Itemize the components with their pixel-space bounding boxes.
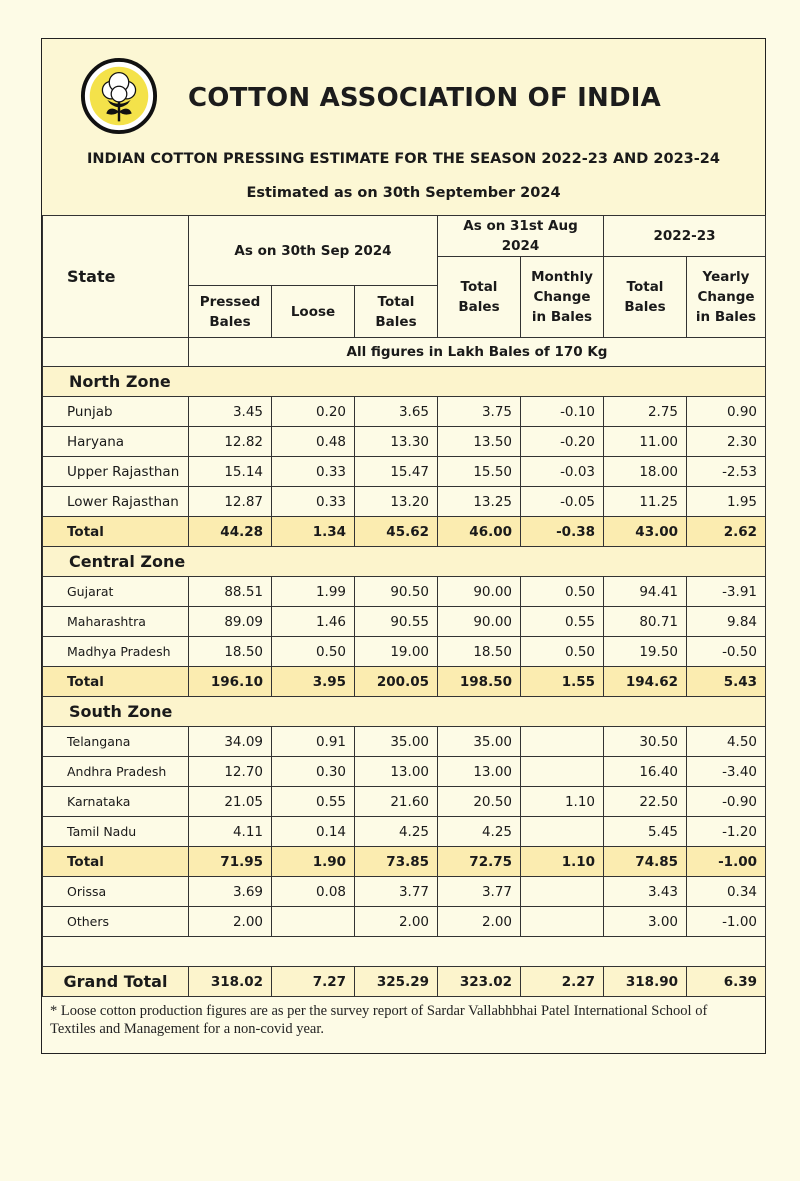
row-label: Orissa — [43, 877, 189, 907]
cell-value: 90.55 — [355, 607, 438, 637]
cell-value — [521, 757, 604, 787]
cell-value: 2.27 — [521, 967, 604, 997]
row-label: Lower Rajasthan — [43, 487, 189, 517]
cell-value: 0.33 — [272, 487, 355, 517]
cell-value: 9.84 — [687, 607, 766, 637]
cell-value: 21.60 — [355, 787, 438, 817]
state-row — [43, 787, 766, 817]
zone-name: Central Zone — [43, 547, 766, 577]
cell-value: 3.65 — [355, 397, 438, 427]
cell-value: 0.55 — [521, 607, 604, 637]
cell-value: 44.28 — [189, 517, 272, 547]
cell-value: 13.25 — [438, 487, 521, 517]
cell-value: 0.08 — [272, 877, 355, 907]
cell-value: 74.85 — [604, 847, 687, 877]
cell-value: 3.45 — [189, 397, 272, 427]
cell-value: 194.62 — [604, 667, 687, 697]
cell-value: 200.05 — [355, 667, 438, 697]
header-group-prev: 2022-23 — [604, 216, 766, 257]
header-group-aug: As on 31st Aug 2024 — [438, 216, 604, 257]
cell-value: 3.77 — [438, 877, 521, 907]
state-row — [43, 877, 766, 907]
cell-value: 0.50 — [272, 637, 355, 667]
cell-value: 6.39 — [687, 967, 766, 997]
header-loose: Loose — [272, 286, 355, 338]
row-label: Upper Rajasthan — [43, 457, 189, 487]
cell-value: 5.45 — [604, 817, 687, 847]
cell-value: 3.00 — [604, 907, 687, 937]
cell-value: 18.50 — [189, 637, 272, 667]
zone-header-row — [43, 547, 766, 577]
cell-value: 80.71 — [604, 607, 687, 637]
cell-value: 13.50 — [438, 427, 521, 457]
pressing-estimate-table — [42, 215, 766, 997]
cell-value — [521, 877, 604, 907]
row-label: Grand Total — [43, 967, 189, 997]
cell-value: 323.02 — [438, 967, 521, 997]
cell-value: 13.30 — [355, 427, 438, 457]
state-row — [43, 907, 766, 937]
row-label: Tamil Nadu — [43, 817, 189, 847]
cell-value: 90.00 — [438, 577, 521, 607]
cell-value: 88.51 — [189, 577, 272, 607]
cell-value: 4.11 — [189, 817, 272, 847]
header-pressed: Pressed Bales — [189, 286, 272, 338]
cell-value: 13.00 — [438, 757, 521, 787]
header-prev-total: Total Bales — [604, 257, 687, 338]
cell-value: 3.75 — [438, 397, 521, 427]
cell-value: 5.43 — [687, 667, 766, 697]
cell-value: -0.38 — [521, 517, 604, 547]
zone-name: North Zone — [43, 367, 766, 397]
cell-value — [521, 817, 604, 847]
header-aug-total: Total Bales — [438, 257, 521, 338]
cell-value: 12.82 — [189, 427, 272, 457]
cell-value: -0.03 — [521, 457, 604, 487]
cell-value: 1.90 — [272, 847, 355, 877]
cell-value: 0.50 — [521, 577, 604, 607]
cell-value: -3.40 — [687, 757, 766, 787]
state-row — [43, 427, 766, 457]
cell-value: 18.50 — [438, 637, 521, 667]
cell-value: 1.55 — [521, 667, 604, 697]
cell-value: 2.30 — [687, 427, 766, 457]
cell-value: 30.50 — [604, 727, 687, 757]
cell-value: 3.69 — [189, 877, 272, 907]
cell-value: 318.90 — [604, 967, 687, 997]
cell-value: 0.48 — [272, 427, 355, 457]
state-row — [43, 577, 766, 607]
cell-value: -1.20 — [687, 817, 766, 847]
zone-total-row — [43, 667, 766, 697]
row-label: Others — [43, 907, 189, 937]
cell-value: -1.00 — [687, 847, 766, 877]
spacer-cell — [43, 937, 766, 967]
cell-value: 15.14 — [189, 457, 272, 487]
cell-value: -1.00 — [687, 907, 766, 937]
state-row — [43, 817, 766, 847]
cell-value: 318.02 — [189, 967, 272, 997]
cell-value: -2.53 — [687, 457, 766, 487]
cell-value: 21.05 — [189, 787, 272, 817]
header-state: State — [43, 216, 189, 338]
state-row — [43, 757, 766, 787]
cell-value: 0.34 — [687, 877, 766, 907]
state-row — [43, 607, 766, 637]
table-body — [43, 367, 766, 997]
row-label: Maharashtra — [43, 607, 189, 637]
row-label: Madhya Pradesh — [43, 637, 189, 667]
cell-value: 35.00 — [438, 727, 521, 757]
cell-value: 20.50 — [438, 787, 521, 817]
cell-value: 72.75 — [438, 847, 521, 877]
cell-value: 1.10 — [521, 847, 604, 877]
report-header — [42, 39, 765, 216]
cell-value: -0.05 — [521, 487, 604, 517]
zone-header-row — [43, 697, 766, 727]
cell-value: 196.10 — [189, 667, 272, 697]
cell-value: 0.14 — [272, 817, 355, 847]
cell-value: 3.77 — [355, 877, 438, 907]
cell-value: 22.50 — [604, 787, 687, 817]
row-label: Andhra Pradesh — [43, 757, 189, 787]
cell-value: -0.90 — [687, 787, 766, 817]
zone-header-row — [43, 367, 766, 397]
cell-value: 13.00 — [355, 757, 438, 787]
cell-value: -0.20 — [521, 427, 604, 457]
cell-value: 3.95 — [272, 667, 355, 697]
zone-name: South Zone — [43, 697, 766, 727]
state-row — [43, 637, 766, 667]
cell-value: 2.00 — [355, 907, 438, 937]
row-label: Gujarat — [43, 577, 189, 607]
cell-value: 11.00 — [604, 427, 687, 457]
cell-value: 89.09 — [189, 607, 272, 637]
cell-value: 90.50 — [355, 577, 438, 607]
zone-total-row — [43, 847, 766, 877]
cell-value — [272, 907, 355, 937]
report-title: INDIAN COTTON PRESSING ESTIMATE FOR THE SEASON 2022-23 AND 2023-24 — [87, 151, 720, 167]
cell-value: 3.43 — [604, 877, 687, 907]
state-row — [43, 457, 766, 487]
cell-value: 0.55 — [272, 787, 355, 817]
cell-value: 16.40 — [604, 757, 687, 787]
cell-value: 2.62 — [687, 517, 766, 547]
cell-value: 0.30 — [272, 757, 355, 787]
report-date: Estimated as on 30th September 2024 — [246, 185, 561, 201]
cell-value: 13.20 — [355, 487, 438, 517]
cell-value: 0.91 — [272, 727, 355, 757]
cell-value — [521, 907, 604, 937]
cell-value: 11.25 — [604, 487, 687, 517]
cell-value: 35.00 — [355, 727, 438, 757]
cell-value: 1.95 — [687, 487, 766, 517]
cell-value: 325.29 — [355, 967, 438, 997]
cell-value: 2.00 — [438, 907, 521, 937]
spacer-row — [43, 937, 766, 967]
header-monthly-change: Monthly Change in Bales — [521, 257, 604, 338]
footnote: * Loose cotton production figures are as per the survey report of Sardar Vallabhbhai Patel International School of Textiles and Management for a non-covid year. — [50, 1003, 708, 1037]
report-frame — [41, 38, 766, 1054]
cell-value: 71.95 — [189, 847, 272, 877]
row-label: Total — [43, 847, 189, 877]
org-name: COTTON ASSOCIATION OF INDIA — [188, 83, 661, 113]
header-total: Total Bales — [355, 286, 438, 338]
cell-value: 4.25 — [438, 817, 521, 847]
cell-value: 0.20 — [272, 397, 355, 427]
cell-value: -0.50 — [687, 637, 766, 667]
cell-value: 7.27 — [272, 967, 355, 997]
cell-value: 15.50 — [438, 457, 521, 487]
cell-value: 45.62 — [355, 517, 438, 547]
zone-total-row — [43, 517, 766, 547]
cell-value: 1.10 — [521, 787, 604, 817]
cell-value: 0.50 — [521, 637, 604, 667]
cell-value: 198.50 — [438, 667, 521, 697]
header-yearly-change: Yearly Change in Bales — [687, 257, 766, 338]
header-group-sep: As on 30th Sep 2024 — [189, 216, 438, 286]
cell-value: 19.50 — [604, 637, 687, 667]
cell-value: 4.25 — [355, 817, 438, 847]
state-row — [43, 727, 766, 757]
row-label: Total — [43, 517, 189, 547]
cell-value: 15.47 — [355, 457, 438, 487]
cell-value: 34.09 — [189, 727, 272, 757]
row-label: Punjab — [43, 397, 189, 427]
cell-value: 12.87 — [189, 487, 272, 517]
cell-value: 94.41 — [604, 577, 687, 607]
cell-value: 43.00 — [604, 517, 687, 547]
cell-value: 90.00 — [438, 607, 521, 637]
cell-value: 19.00 — [355, 637, 438, 667]
cell-value: 1.46 — [272, 607, 355, 637]
row-label: Total — [43, 667, 189, 697]
cell-value: 1.99 — [272, 577, 355, 607]
cell-value: 0.90 — [687, 397, 766, 427]
cell-value: 2.00 — [189, 907, 272, 937]
cell-value: -3.91 — [687, 577, 766, 607]
grand-total-row — [43, 967, 766, 997]
row-label: Karnataka — [43, 787, 189, 817]
cell-value: 1.34 — [272, 517, 355, 547]
cell-value: 0.33 — [272, 457, 355, 487]
cell-value: 2.75 — [604, 397, 687, 427]
cell-value: -0.10 — [521, 397, 604, 427]
units-note: All figures in Lakh Bales of 170 Kg — [189, 338, 766, 367]
cell-value: 18.00 — [604, 457, 687, 487]
cell-value: 46.00 — [438, 517, 521, 547]
cell-value — [521, 727, 604, 757]
cell-value: 73.85 — [355, 847, 438, 877]
row-label: Haryana — [43, 427, 189, 457]
state-row — [43, 397, 766, 427]
row-label: Telangana — [43, 727, 189, 757]
state-row — [43, 487, 766, 517]
cell-value: 12.70 — [189, 757, 272, 787]
cotton-boll-logo — [80, 57, 158, 135]
cell-value: 4.50 — [687, 727, 766, 757]
